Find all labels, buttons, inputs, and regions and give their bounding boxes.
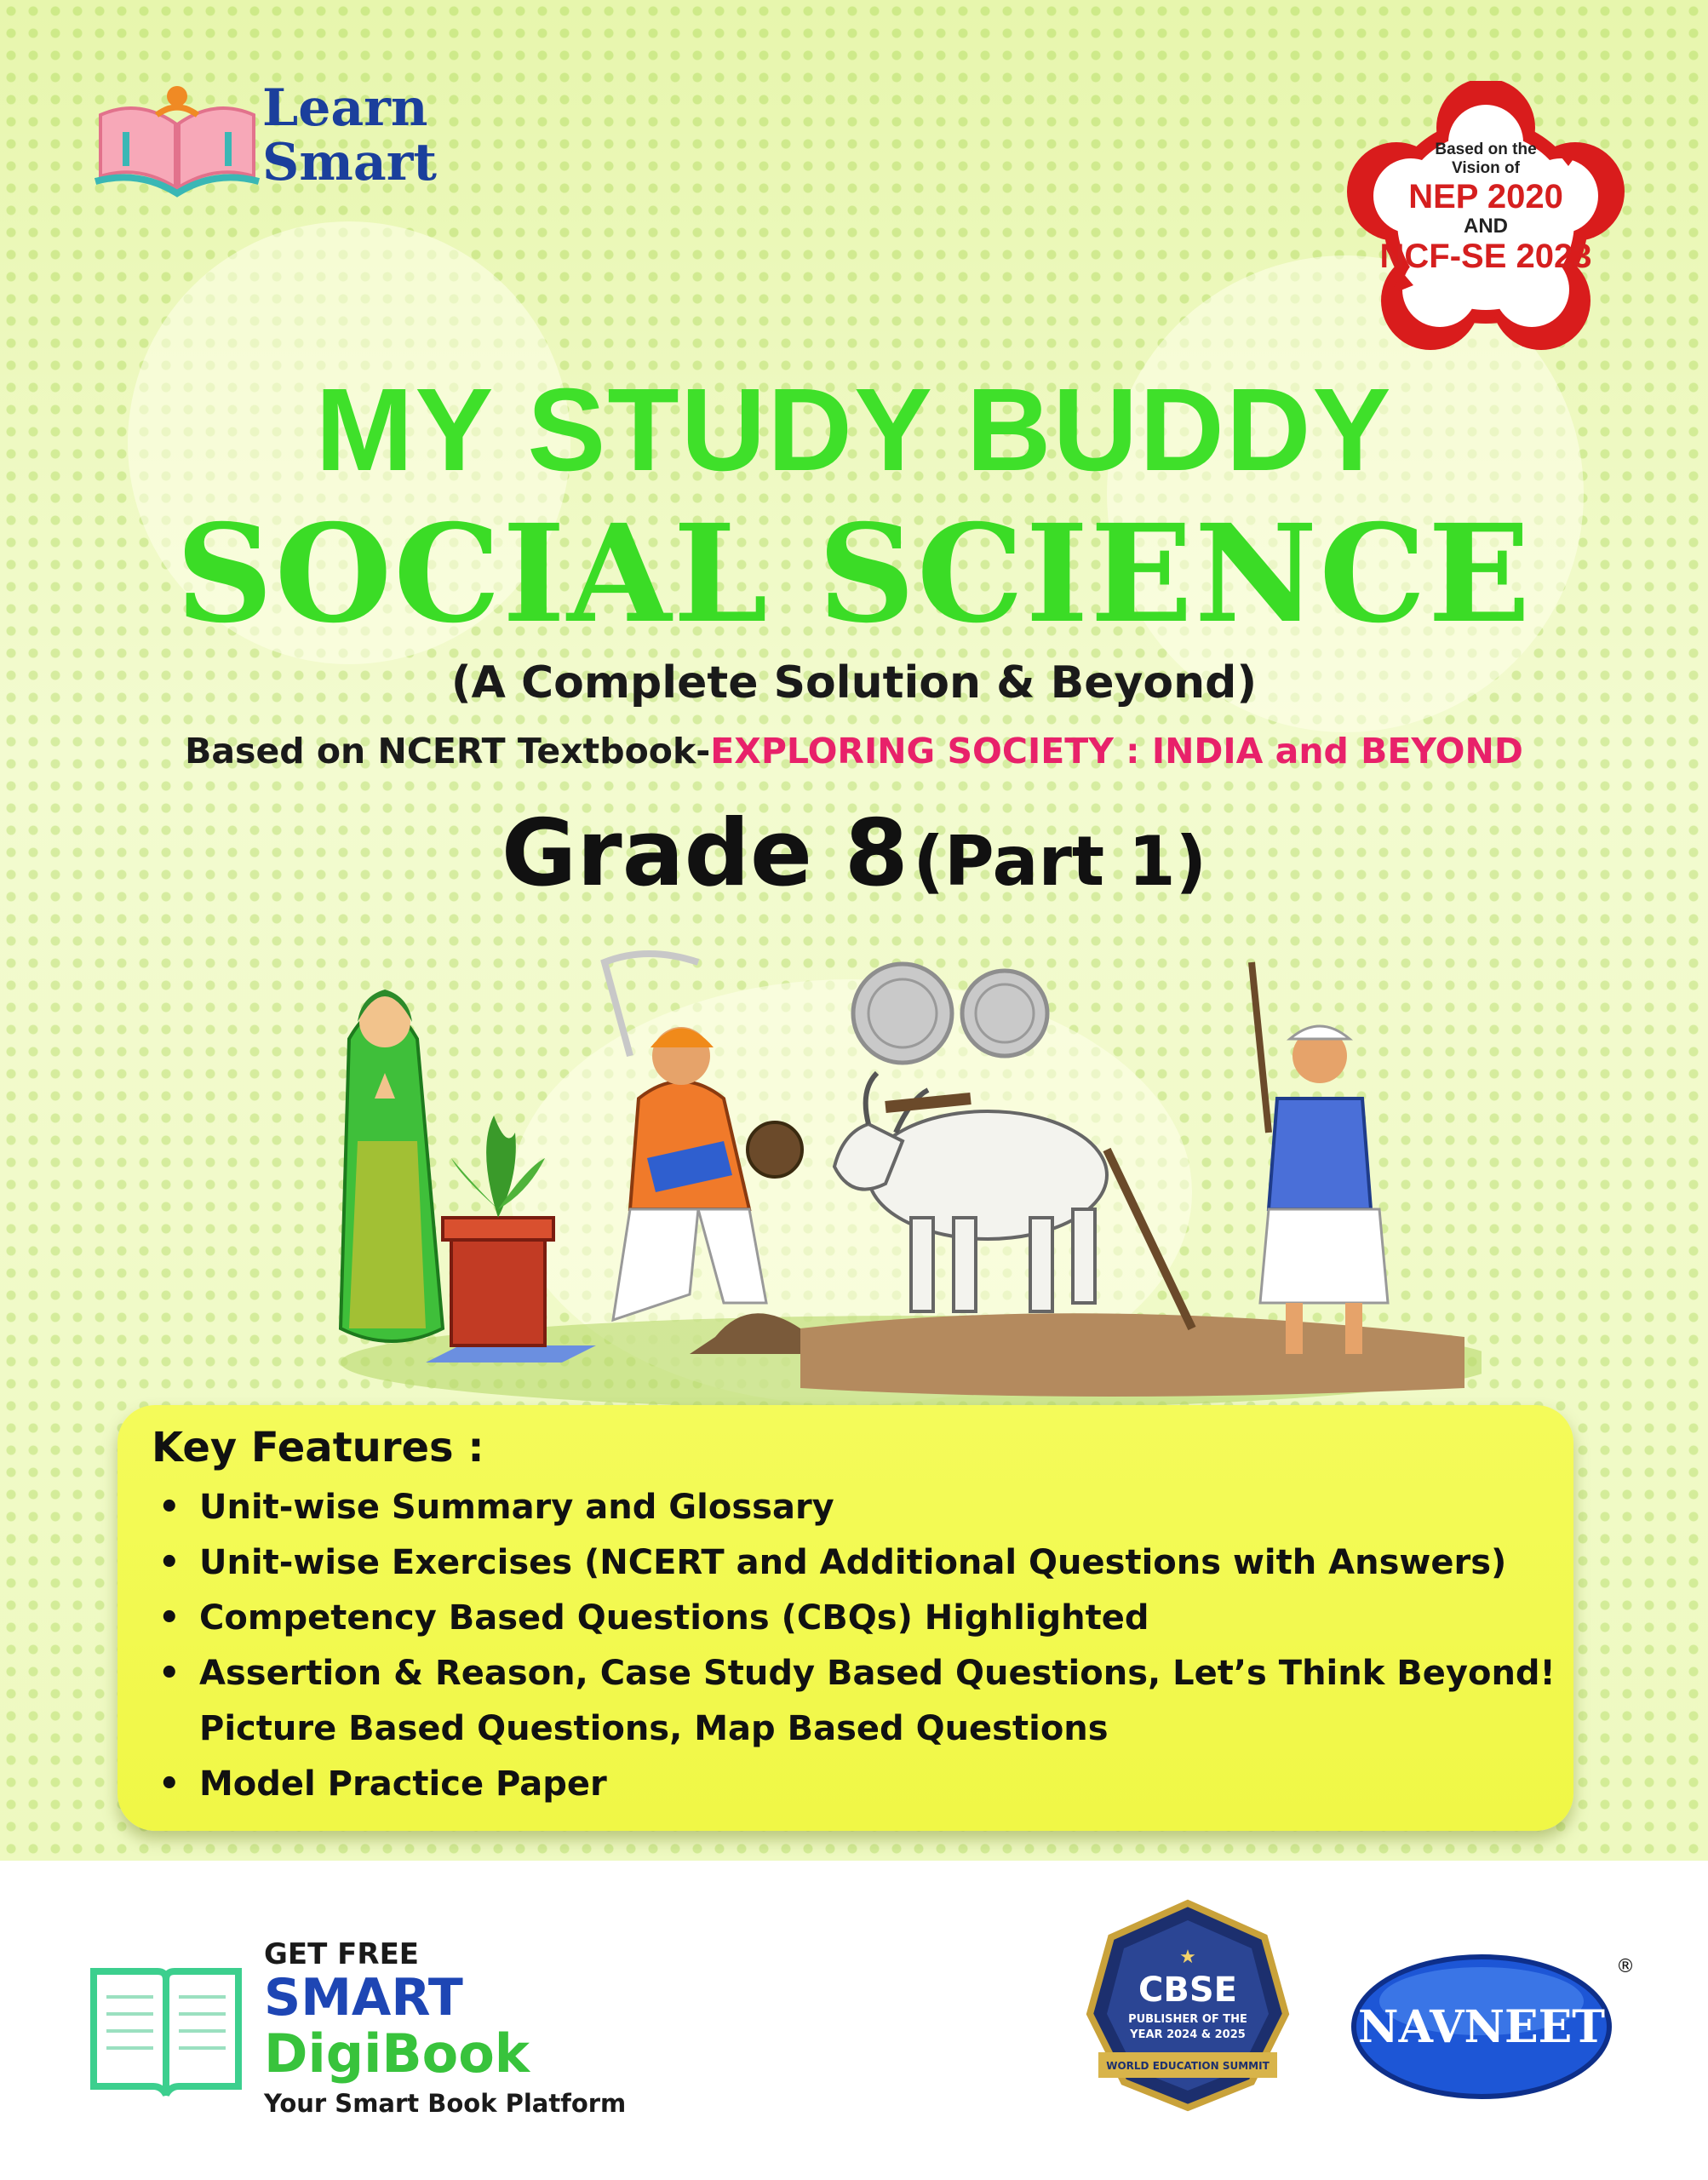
based-on-line: [0, 731, 1708, 772]
feature-item: • Competency Based Questions (CBQs) Highlighted: [152, 1591, 1556, 1646]
badge-line-1: Based on the: [1435, 141, 1537, 158]
series-title: MY STUDY BUDDY: [315, 364, 1393, 496]
digibook-smart: SMART: [264, 1968, 463, 2028]
farmer-figure: [1252, 962, 1388, 1354]
digibook-tagline: Your Smart Book Platform: [264, 2089, 627, 2118]
digibook-name: DigiBook: [264, 2022, 530, 2085]
cbse-line-4: WORLD EDUCATION SUMMIT: [1106, 2060, 1270, 2072]
key-features-list: [152, 1480, 1556, 1812]
key-features-box: [117, 1405, 1573, 1831]
textbook-name: EXPLORING SOCIETY : INDIA and BEYOND: [710, 731, 1523, 772]
badge-line-3: NEP 2020: [1408, 178, 1563, 215]
subtitle: (A Complete Solution & Beyond): [450, 657, 1258, 708]
svg-text:★: ★: [1179, 1947, 1196, 1968]
learn-smart-wordmark: [262, 78, 438, 192]
badge-line-5: NCF-SE 2023: [1379, 238, 1592, 275]
feature-item-continuation: Picture Based Questions, Map Based Questions: [199, 1709, 1109, 1748]
smart-digibook-promo: [85, 1937, 630, 2118]
learn-smart-logo: [92, 78, 467, 200]
award-seal-icon: [1081, 1899, 1294, 2112]
feature-item: • Model Practice Paper: [152, 1757, 1556, 1812]
subject-title: SOCIAL SCIENCE: [175, 496, 1533, 653]
logo-line-learn: Learn: [262, 78, 428, 138]
feature-item: • Unit-wise Exercises (NCERT and Additional Questions with Answers): [152, 1535, 1556, 1591]
cbse-label: CBSE: [1138, 1971, 1237, 2010]
open-book-icon: [92, 81, 262, 200]
feature-item: • Unit-wise Summary and Glossary: [152, 1480, 1556, 1535]
based-on-prefix: Based on NCERT Textbook-: [185, 731, 711, 772]
navneet-logo: [1345, 1942, 1635, 2112]
woman-figure: [341, 990, 443, 1341]
cbse-line-2: PUBLISHER OF THE: [1128, 2013, 1247, 2026]
digibook-icon: [85, 1946, 247, 2108]
feature-item: • Assertion & Reason, Case Study Based Questions, Let’s Think Beyond!: [152, 1646, 1556, 1701]
key-features-heading: Key Features :: [152, 1424, 484, 1472]
nep-badge: [1345, 81, 1626, 362]
badge-text: [1345, 141, 1626, 275]
coins: [853, 964, 1047, 1063]
logo-line-smart: Smart: [262, 133, 438, 192]
cbse-award-badge: [1081, 1899, 1294, 2112]
warrior-figure: [605, 954, 802, 1354]
bull-figure: [834, 1073, 1192, 1328]
badge-line-2: Vision of: [1452, 159, 1520, 177]
grade-line: [0, 800, 1708, 907]
cbse-line-3: YEAR 2024 & 2025: [1130, 2028, 1246, 2041]
history-illustration: [324, 928, 1482, 1405]
grade-label: Grade 8: [501, 800, 908, 907]
navneet-name: NAVNEET: [1358, 2001, 1605, 2053]
navneet-oval-logo: [1345, 1942, 1635, 2112]
badge-line-4: AND: [1464, 215, 1508, 238]
digibook-get-free: GET FREE: [264, 1937, 420, 1971]
part-label: (Part 1): [913, 822, 1207, 901]
registered-mark: ®: [1616, 1956, 1635, 1977]
